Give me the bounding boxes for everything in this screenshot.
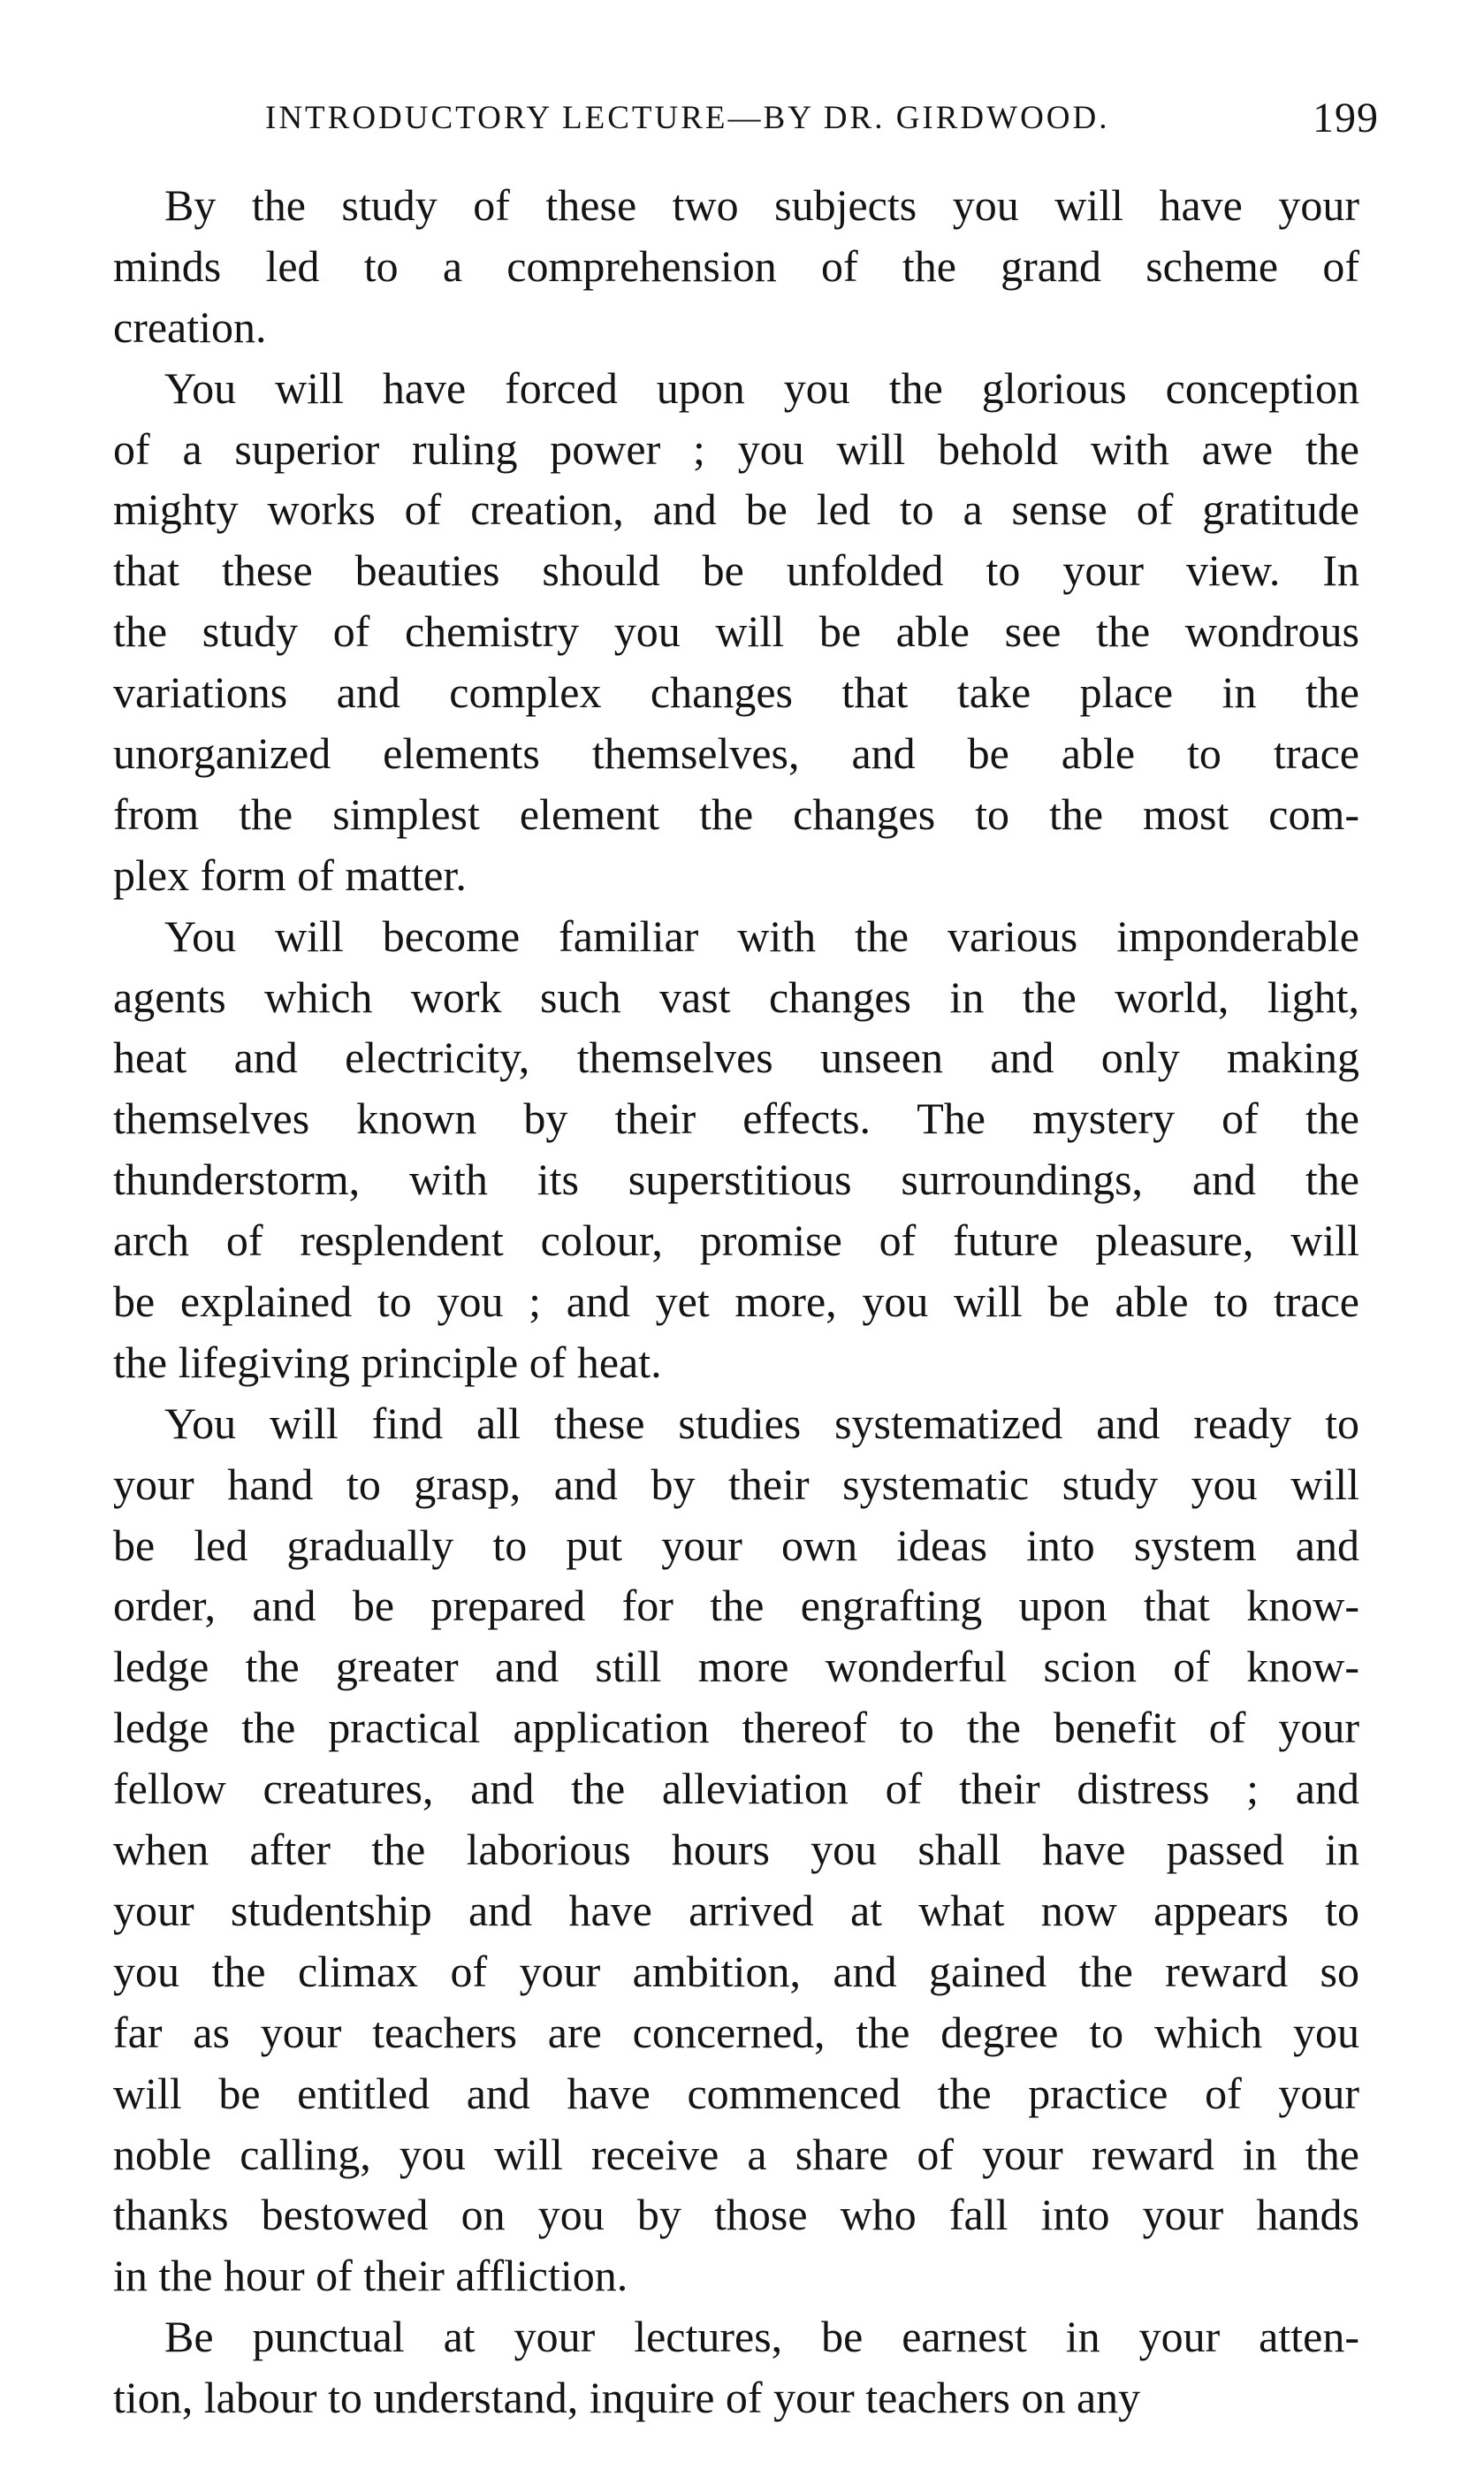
text-line: your studentship and have arrived at what now appears to [113,1885,1359,1935]
text-line: thunderstorm, with its superstitious surroundings, and the [113,1155,1359,1205]
text-line: Be punctual at your lectures, be earnest in your atten- [164,2312,1359,2362]
text-line: you the climax of your ambition, and gained the reward so [113,1946,1359,1996]
text-line: fellow creatures, and the alleviation of their distress ; and [113,1764,1359,1814]
text-line: variations and complex changes that take place in the [113,667,1359,718]
text-line: thanks bestowed on you by those who fall into your hands [113,2190,1359,2240]
paragraph [113,175,1359,358]
text-line: mighty works of creation, and be led to a sense of gratitude [113,484,1359,535]
paragraph [113,906,1359,1393]
paragraph [113,1393,1359,2306]
page-number: 199 [1313,94,1379,141]
text-line: arch of resplendent colour, promise of future pleasure, will [113,1216,1359,1266]
text-line: heat and electricity, themselves unseen and only making [113,1033,1359,1083]
text-line: tion, labour to understand, inquire of your teachers on any [113,2373,1141,2423]
paragraph [113,2306,1359,2428]
text-line: the lifegiving principle of heat. [113,1337,662,1387]
text-line: ledge the greater and still more wonderful scion of know- [113,1642,1359,1692]
text-line: noble calling, you will receive a share of your reward in the [113,2129,1359,2179]
text-line: be led gradually to put your own ideas into system and [113,1520,1359,1570]
text-line: far as your teachers are concerned, the degree to which you [113,2007,1359,2057]
text-line: plex form of matter. [113,850,467,900]
text-line: unorganized elements themselves, and be able to trace [113,728,1359,779]
text-line: You will find all these studies systematized and ready to [164,1398,1359,1448]
text-line: the study of chemistry you will be able see the wondrous [113,606,1359,657]
text-line: that these beauties should be unfolded to your view. In [113,545,1359,596]
text-line: creation. [113,301,267,352]
paragraph [113,358,1359,906]
text-line: order, and be prepared for the engrafting upon that know- [113,1581,1359,1631]
running-title: INTRODUCTORY LECTURE—BY DR. GIRDWOOD. [265,99,1110,136]
text-line: of a superior ruling power ; you will behold with awe the [113,423,1359,474]
text-line: themselves known by their effects. The mystery of the [113,1094,1359,1144]
body-text [113,175,1359,2428]
text-line: agents which work such vast changes in the world, light, [113,972,1359,1022]
text-line: be explained to you ; and yet more, you will be able to trace [113,1277,1359,1327]
text-line: your hand to grasp, and by their systematic study you will [113,1459,1359,1509]
text-line: You will have forced upon you the glorious conception [164,362,1359,413]
text-line: will be entitled and have commenced the practice of your [113,2068,1359,2118]
text-line: minds led to a comprehension of the grand scheme of [113,240,1359,291]
text-line: By the study of these two subjects you will have your [164,180,1359,230]
text-line: in the hour of their affliction. [113,2251,628,2301]
text-line: You will become familiar with the various imponderable [164,911,1359,961]
text-line: when after the laborious hours you shall have passed in [113,1825,1359,1875]
text-line: ledge the practical application thereof to the benefit of your [113,1703,1359,1753]
running-head [265,87,1379,149]
text-line: from the simplest element the changes to the most com- [113,789,1359,839]
